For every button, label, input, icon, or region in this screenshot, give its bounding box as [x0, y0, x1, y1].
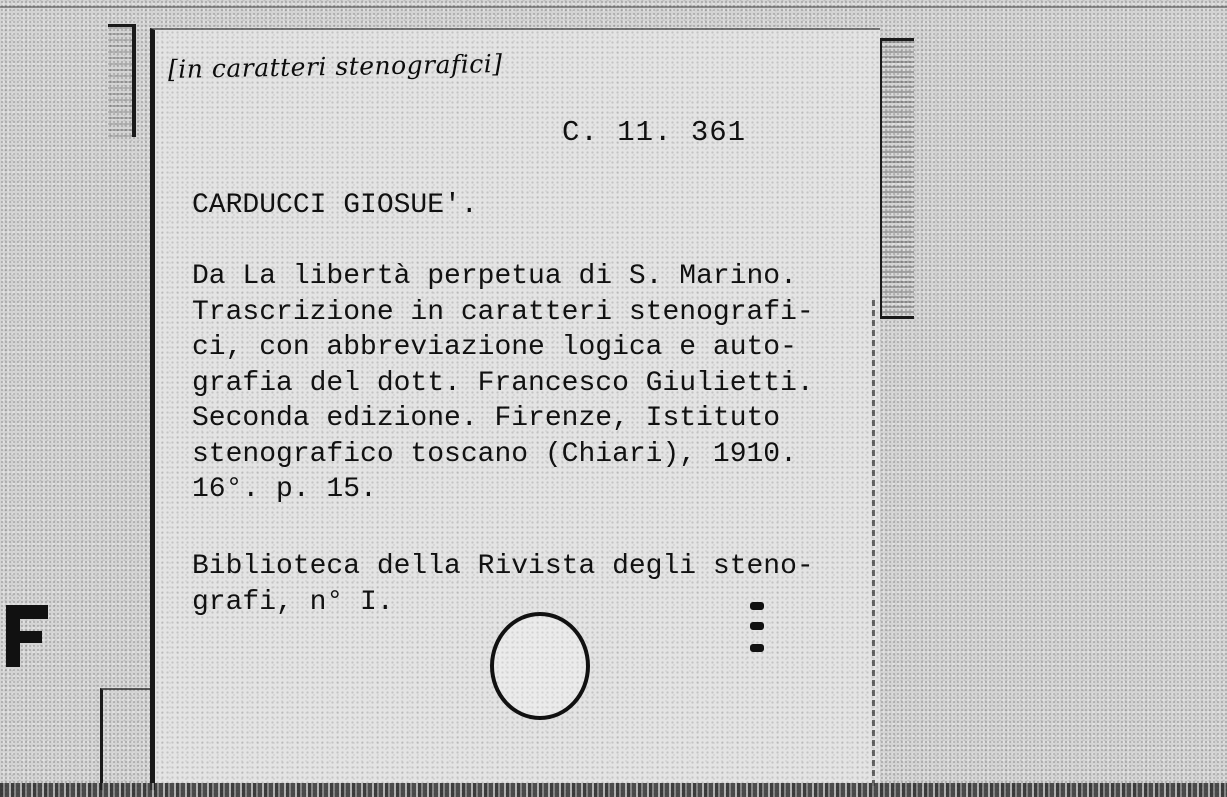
series-note: [192, 549, 814, 620]
description-line: ci, con abbreviazione logica e auto-: [192, 332, 797, 363]
series-line: grafi, n° I.: [192, 586, 394, 618]
description-line: Da La libertà perpetua di S. Marino.: [192, 261, 797, 292]
description-line: Trascrizione in caratteri stenografi-: [192, 296, 814, 328]
description-line: 16°. p. 15.: [192, 474, 377, 505]
series-line: Biblioteca della Rivista degli steno-: [192, 551, 814, 582]
author-heading: CARDUCCI GIOSUE'.: [192, 190, 478, 221]
right-guide-tab: [878, 38, 914, 319]
punch-hole: [490, 612, 590, 720]
description: [192, 259, 814, 508]
description-line: Seconda edizione. Firenze, Istituto: [192, 403, 781, 434]
description-line: stenografico toscano (Chiari), 1910.: [192, 438, 797, 470]
left-guide-tab: [108, 24, 136, 137]
description-line: grafia del dott. Francesco Giulietti.: [192, 367, 814, 399]
stamp-marks: [746, 598, 768, 660]
bottom-scan-edge: [0, 783, 1227, 797]
shelfmark: C. 11. 361: [562, 116, 747, 149]
card-right-edge: [872, 300, 875, 788]
top-edge-line: [0, 6, 1227, 8]
handwritten-note: [in caratteri stenografici]: [167, 49, 503, 84]
drawer-letter-f-icon: [6, 605, 48, 667]
